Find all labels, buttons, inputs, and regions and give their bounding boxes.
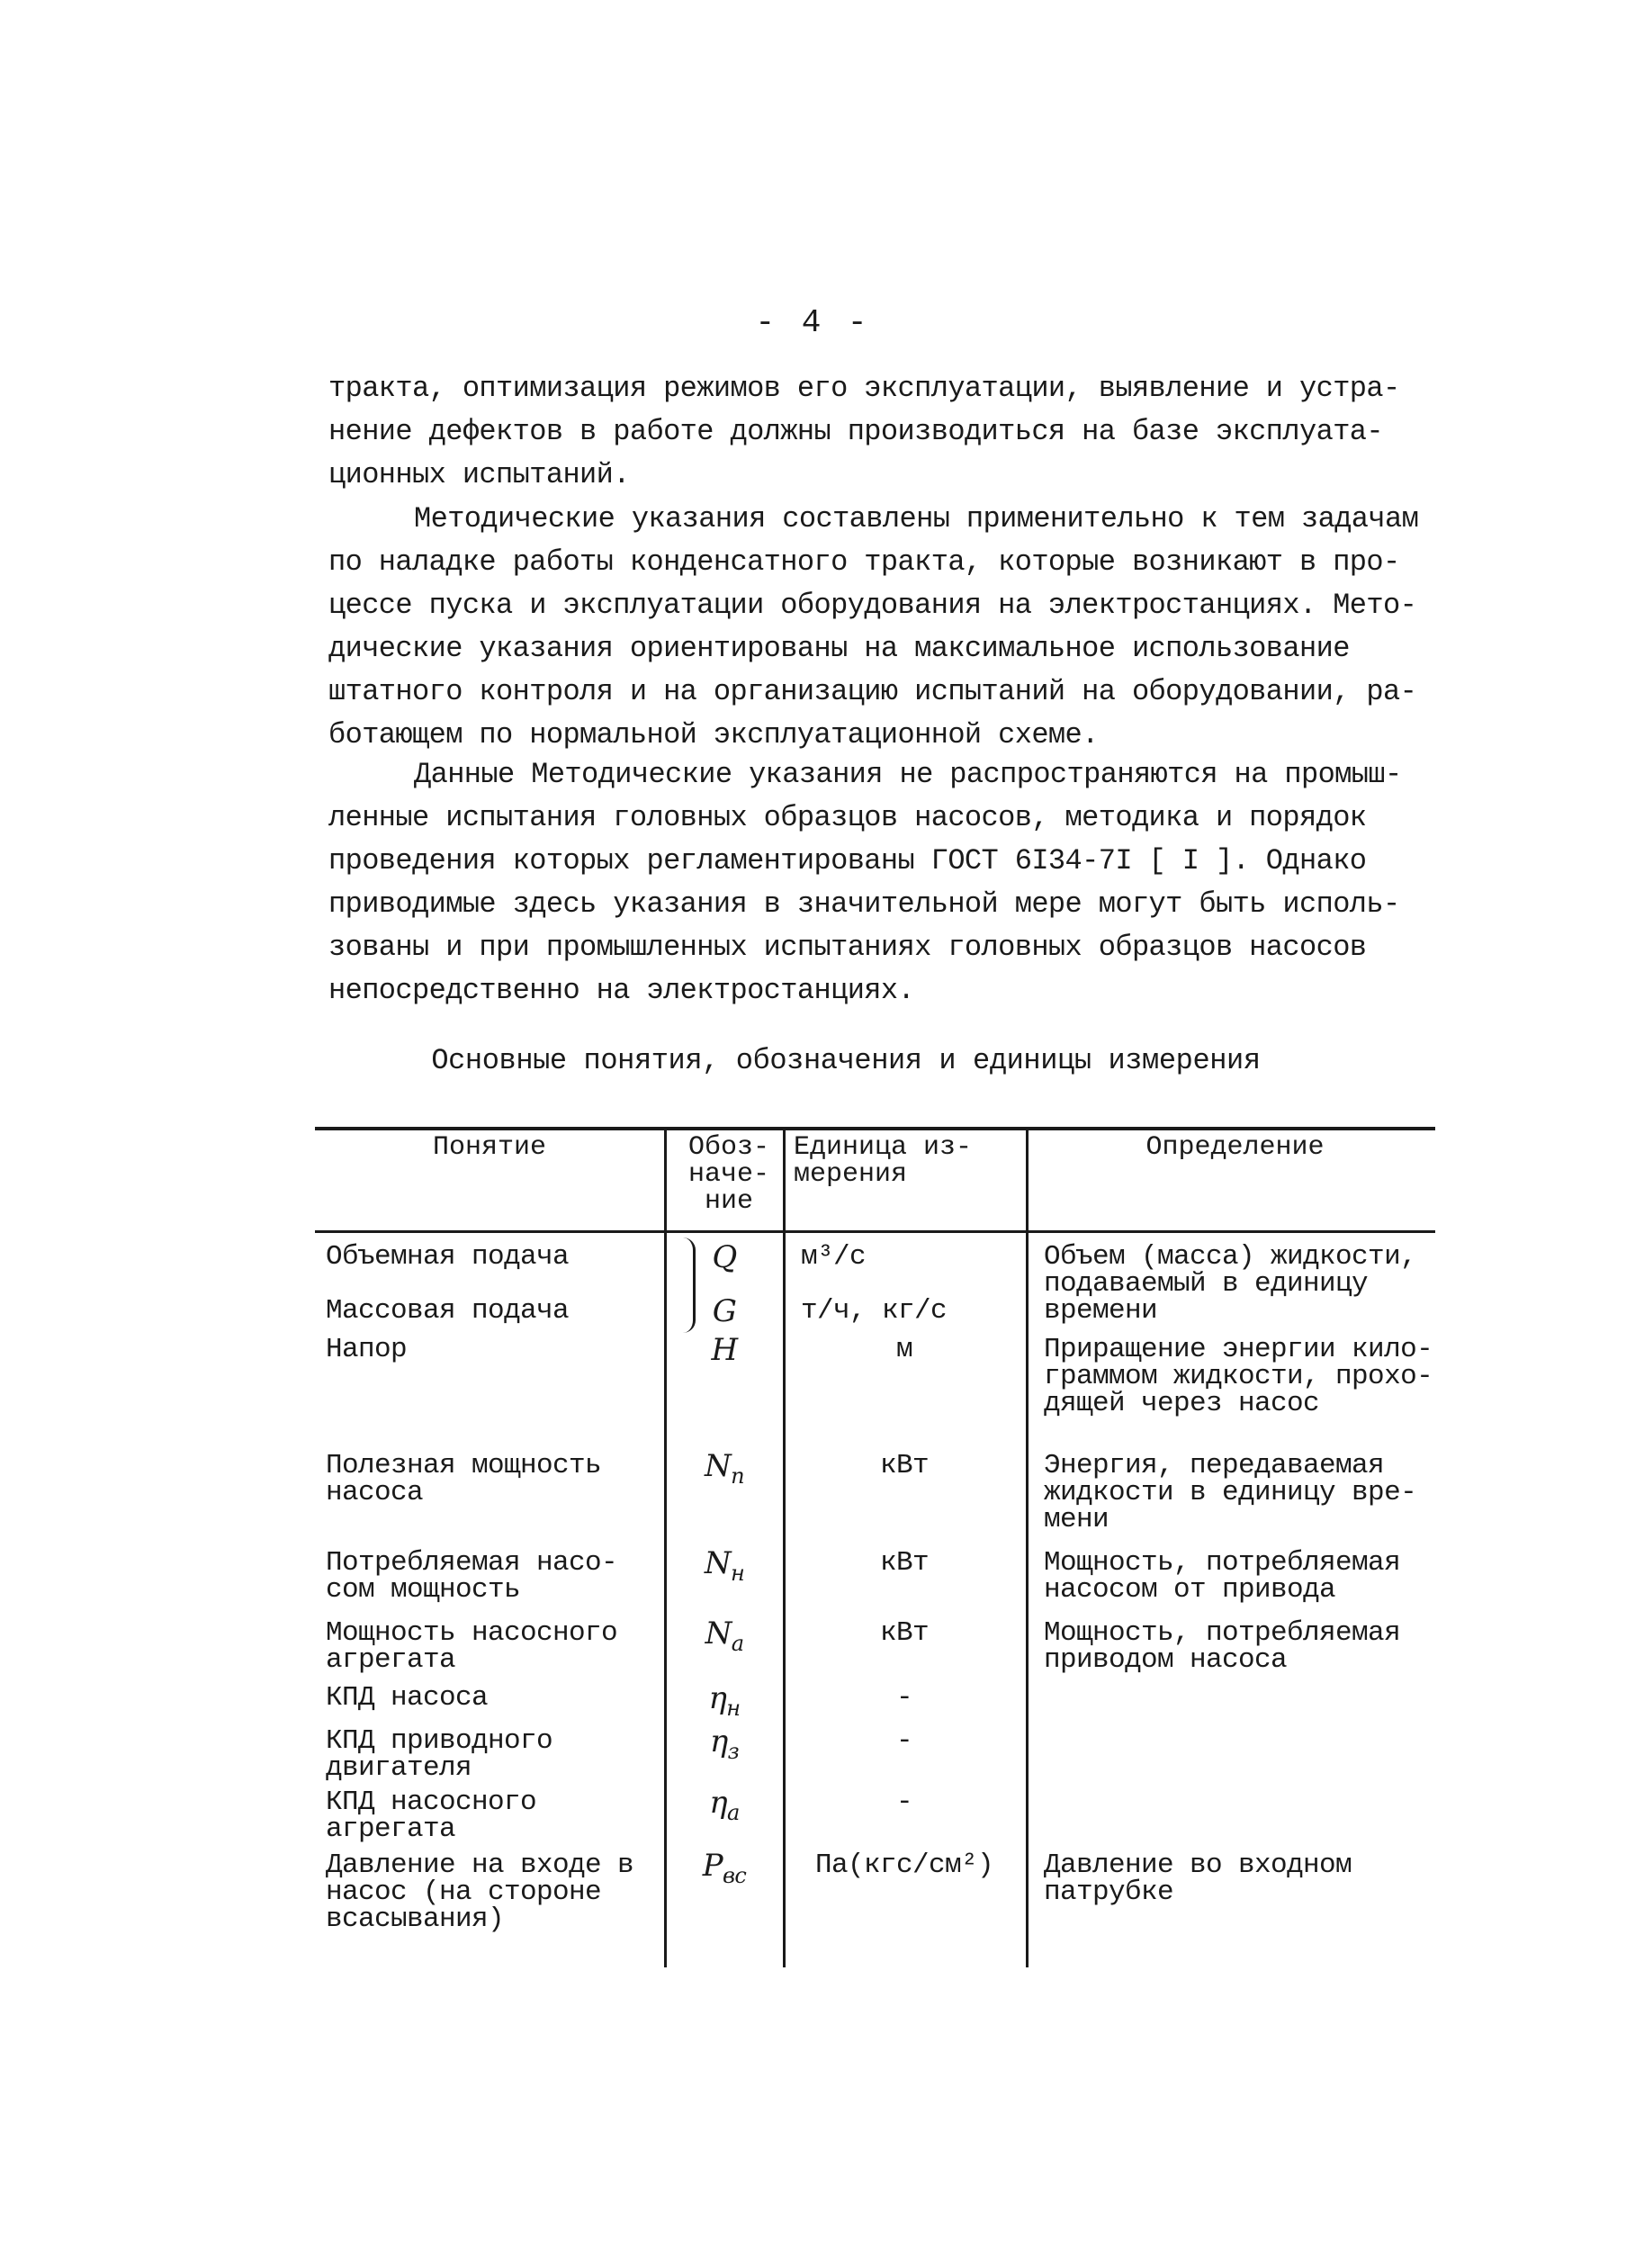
cell-definition — [1044, 1852, 1440, 1906]
cell-text: Давление на входе в — [326, 1850, 634, 1881]
cell-symbol: $\eta_а$ — [709, 1785, 740, 1825]
cell-concept — [326, 1295, 659, 1327]
text-line: ленные испытания головных образцов насосов, методика и порядок — [328, 801, 1367, 834]
cell-text: дящей через насос — [1044, 1388, 1320, 1419]
table-header-rule — [315, 1230, 1435, 1233]
cell-symbol: $N_а$ — [705, 1616, 744, 1656]
cell-text: агрегата — [326, 1814, 456, 1845]
cell-text: Объемная подача — [326, 1241, 570, 1273]
text-line: дические указания ориентированы на максимальное использование — [328, 632, 1350, 665]
cell-concept — [326, 1852, 659, 1933]
cell-text: Мощность насосного — [326, 1617, 618, 1649]
cell-unit: кВт — [879, 1450, 929, 1481]
cell-text: Мощность, потребляемая — [1044, 1617, 1401, 1649]
cell-text: Приращение энергии кило- — [1044, 1334, 1433, 1365]
header-text: ние — [704, 1186, 753, 1217]
text-line: штатного контроля и на организацию испытаний на оборудовании, ра- — [328, 675, 1417, 708]
cell-text: времени — [1044, 1295, 1158, 1327]
cell-concept — [326, 1241, 659, 1273]
cell-symbol: $P_{вс}$ — [702, 1848, 747, 1888]
cell-symbol: G — [712, 1293, 737, 1329]
header-text: наче- — [687, 1159, 769, 1190]
paragraph-2 — [328, 498, 1435, 757]
cell-text: граммом жидкости, прохо- — [1044, 1361, 1433, 1392]
cell-unit: - — [895, 1725, 912, 1757]
cell-text: КПД насосного — [326, 1786, 537, 1818]
cell-unit: - — [895, 1786, 912, 1818]
cell-concept — [326, 1547, 659, 1606]
cell-text: двигателя — [326, 1752, 472, 1784]
header-symbol — [675, 1134, 783, 1215]
text-line: непосредственно на электростанциях. — [328, 974, 915, 1007]
cell-definition — [1044, 1547, 1440, 1606]
cell-text: жидкости в единицу вре- — [1044, 1477, 1417, 1508]
cell-text: Напор — [326, 1334, 408, 1365]
paragraph-3 — [328, 753, 1435, 1012]
cell-concept — [326, 1617, 659, 1676]
cell-text: приводом насоса — [1044, 1644, 1288, 1676]
text-line: цессе пуска и эксплуатации оборудования на электростанциях. Мето- — [328, 589, 1417, 622]
paragraph-1 — [328, 367, 1435, 497]
cell-text: КПД насоса — [326, 1682, 489, 1714]
cell-text: Потребляемая насо- — [326, 1547, 618, 1579]
cell-text: Объем (масса) жидкости, — [1044, 1241, 1417, 1273]
cell-unit: т/ч, кг/с — [801, 1295, 948, 1327]
text-line: ционных испытаний. — [328, 458, 630, 491]
cell-concept — [326, 1786, 659, 1845]
text-line: нение дефектов в работе должны производиться на базе эксплуата- — [328, 415, 1383, 448]
cell-symbol: $\eta_з$ — [709, 1724, 740, 1764]
cell-text: КПД приводного — [326, 1725, 553, 1757]
header-text: Единица из- — [794, 1132, 973, 1163]
header-definition — [1035, 1134, 1435, 1161]
cell-text: Полезная мощность — [326, 1450, 602, 1481]
header-text: Понятие — [432, 1132, 547, 1163]
cell-concept — [326, 1450, 659, 1508]
cell-symbol: $N_п$ — [704, 1448, 744, 1489]
text-line: Методические указания составлены применительно к тем задачам — [414, 502, 1419, 536]
cell-unit: м — [895, 1334, 912, 1365]
text-line: ботающем по нормальной эксплуатационной схеме. — [328, 718, 1099, 752]
cell-text: насосом от привода — [1044, 1574, 1336, 1606]
text-line: приводимые здесь указания в значительной мере могут быть исполь- — [328, 887, 1400, 921]
header-unit — [794, 1134, 1019, 1188]
text-line: Данные Методические указания не распространяются на промыш- — [414, 758, 1402, 791]
cell-unit: кВт — [879, 1547, 929, 1579]
cell-definition — [1044, 1617, 1440, 1676]
cell-text: сом мощность — [326, 1574, 521, 1606]
text-line: зованы и при промышленных испытаниях головных образцов насосов — [328, 931, 1367, 964]
cell-unit: м³/с — [801, 1241, 867, 1273]
cell-text: подаваемый в единицу — [1044, 1268, 1369, 1300]
cell-concept — [326, 1725, 659, 1784]
cell-unit: кВт — [879, 1617, 929, 1649]
cell-concept — [326, 1336, 659, 1364]
cell-text: насоса — [326, 1477, 424, 1508]
column-divider — [1026, 1127, 1029, 1967]
cell-concept — [326, 1682, 659, 1714]
cell-text: мени — [1044, 1504, 1109, 1535]
cell-text: насос (на стороне — [326, 1876, 602, 1908]
header-text: Обоз- — [687, 1132, 769, 1163]
cell-definition — [1044, 1450, 1440, 1535]
cell-text: всасывания) — [326, 1904, 505, 1935]
cell-symbol: $N_н$ — [704, 1545, 745, 1586]
definitions-table — [315, 1127, 1435, 1967]
cell-unit: Па(кгс/см²) — [814, 1850, 994, 1881]
cell-text: агрегата — [326, 1644, 456, 1676]
text-line: по наладке работы конденсатного тракта, которые возникают в про- — [328, 545, 1400, 579]
page-number: - 4 - — [755, 304, 871, 341]
cell-symbol: Q — [712, 1239, 737, 1275]
column-divider — [783, 1127, 786, 1967]
text-line: проведения которых регламентированы ГОСТ 6I34-7I [ I ]. Однако — [328, 844, 1367, 878]
cell-text: Энергия, передаваемая — [1044, 1450, 1385, 1481]
cell-text: Мощность, потребляемая — [1044, 1547, 1401, 1579]
cell-definition — [1044, 1241, 1440, 1327]
cell-text: Давление во входном — [1044, 1850, 1352, 1881]
text-line: тракта, оптимизация режимов его эксплуатации, выявление и устра- — [328, 372, 1400, 405]
section-heading: Основные понятия, обозначения и единицы измерения — [431, 1044, 1261, 1077]
cell-symbol: $\eta_н$ — [708, 1680, 741, 1721]
table-top-rule — [315, 1127, 1435, 1130]
cell-unit: - — [895, 1682, 912, 1714]
header-concept — [315, 1134, 664, 1161]
cell-definition — [1044, 1336, 1440, 1418]
header-text: Определение — [1145, 1132, 1325, 1163]
header-text: мерения — [794, 1159, 908, 1190]
cell-text: Массовая подача — [326, 1295, 570, 1327]
cell-text: патрубке — [1044, 1876, 1174, 1908]
grouping-brace — [677, 1238, 696, 1333]
cell-symbol: H — [711, 1332, 738, 1368]
